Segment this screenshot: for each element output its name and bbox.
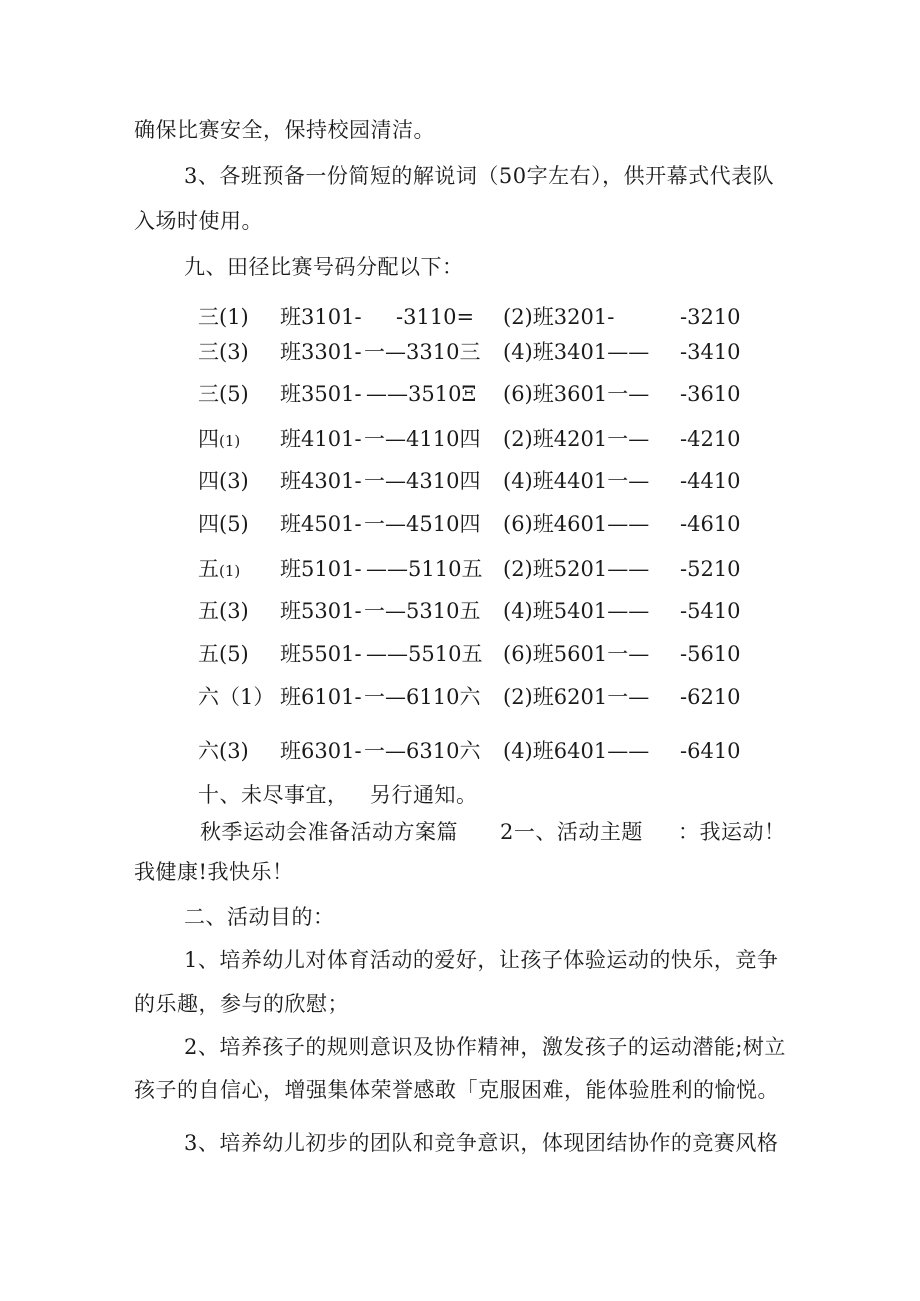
table-cell-class: 六(3) xyxy=(198,739,249,763)
table-cell-end: 一—4510四 xyxy=(364,512,481,536)
table-cell-class2: (6)班3601一— xyxy=(503,382,650,406)
table-cell-class2: (4)班3401—— xyxy=(503,340,650,364)
table-cell-start: 班5301- xyxy=(280,599,362,623)
table-cell-end2: -4610 xyxy=(680,512,741,536)
table-cell-class: 五(5) xyxy=(198,642,249,666)
table-cell-start: 班3501- xyxy=(280,382,362,406)
table-cell-start: 班6301- xyxy=(280,739,362,763)
paragraph-commentary-line1: 3、各班预备一份简短的解说词（50字左右），供开幕式代表队 xyxy=(184,164,775,188)
table-cell-class: 五(1) xyxy=(198,557,241,581)
table-cell-end: 一—5310五 xyxy=(364,599,481,623)
table-cell-class: 三(1) xyxy=(198,305,249,329)
table-cell-start: 班5101- xyxy=(280,557,362,581)
table-cell-class2: (2)班3201- xyxy=(503,305,615,329)
table-cell-end: ——5510五 xyxy=(366,642,483,666)
goal-2-line1: 2、培养孩子的规则意识及协作精神，激发孩子的运动潜能;树立 xyxy=(184,1035,786,1059)
table-cell-end2: -6410 xyxy=(680,739,741,763)
theme-text-a: ：我运动！ xyxy=(678,820,786,844)
table-cell-end2: -4210 xyxy=(680,427,741,451)
goal-1-line2: 的乐趣，参与的欣慰； xyxy=(134,992,349,1016)
class-number-small: (1) xyxy=(219,432,241,450)
paragraph-safety: 确保比赛安全，保持校园清洁。 xyxy=(134,118,435,142)
table-cell-end2: -3610 xyxy=(680,382,741,406)
table-cell-end: 一—6310六 xyxy=(364,739,481,763)
paragraph-notice-b: 另行通知。 xyxy=(370,783,478,807)
table-cell-class2: (2)班6201一— xyxy=(503,685,650,709)
table-cell-start: 班5501- xyxy=(280,642,362,666)
section-heading-numbers: 九、田径比赛号码分配以下： xyxy=(184,255,464,279)
paragraph-notice-a: 十、未尽事宜， xyxy=(198,783,349,807)
table-cell-class2: (4)班5401—— xyxy=(503,599,650,623)
goal-3-line1: 3、培养幼儿初步的团队和竞争意识，体现团结协作的竞赛风格 xyxy=(184,1131,779,1155)
table-cell-class: 四(1) xyxy=(198,427,241,451)
table-cell-end: 一—3310三 xyxy=(364,340,481,364)
goal-2-line2: 孩子的自信心，增强集体荣誉感敢「克服困难，能体验胜利的愉悦。 xyxy=(134,1078,779,1102)
table-cell-end2: -4410 xyxy=(680,469,741,493)
table-cell-end: 一—6110六 xyxy=(364,685,481,709)
table-cell-end2: -5610 xyxy=(680,642,741,666)
table-cell-end: ——5110五 xyxy=(366,557,483,581)
table-cell-class2: (6)班4601—— xyxy=(503,512,650,536)
section-goals-heading: 二、活动目的： xyxy=(184,905,335,929)
table-cell-end: ——3510Ξ xyxy=(366,382,477,406)
plan-title: 秋季运动会准备活动方案篇 xyxy=(200,820,458,844)
table-cell-class2: (2)班5201—— xyxy=(503,557,650,581)
table-cell-start: 班4301- xyxy=(280,469,362,493)
table-cell-class: 六（1） xyxy=(198,685,275,709)
class-number-small: (1) xyxy=(219,562,241,580)
table-cell-end2: -6210 xyxy=(680,685,741,709)
table-cell-start: 班3301- xyxy=(280,340,362,364)
table-cell-class: 四(5) xyxy=(198,512,249,536)
table-cell-end: 一—4110四 xyxy=(364,427,481,451)
table-cell-start: 班6101- xyxy=(280,685,362,709)
table-cell-class: 三(5) xyxy=(198,382,249,406)
table-cell-start: 班4101- xyxy=(280,427,362,451)
paragraph-commentary-line2: 入场时使用。 xyxy=(134,209,263,233)
table-cell-class2: (2)班4201一— xyxy=(503,427,650,451)
table-cell-end2: -3210 xyxy=(680,305,741,329)
table-cell-class: 五(3) xyxy=(198,599,249,623)
table-cell-end2: -3410 xyxy=(680,340,741,364)
table-cell-end: -3110= xyxy=(396,305,475,329)
table-cell-start: 班4501- xyxy=(280,512,362,536)
table-cell-class2: (4)班4401一— xyxy=(503,469,650,493)
table-cell-start: 班3101- xyxy=(280,305,362,329)
table-cell-end2: -5210 xyxy=(680,557,741,581)
theme-text-b: 我健康!我快乐！ xyxy=(134,860,294,884)
section-theme-heading: 2一、活动主题 xyxy=(500,820,643,844)
goal-1-line1: 1、培养幼儿对体育活动的爱好，让孩子体验运动的快乐，竞争 xyxy=(184,948,779,972)
table-cell-class: 三(3) xyxy=(198,340,249,364)
table-cell-end: 一—4310四 xyxy=(364,469,481,493)
table-cell-end2: -5410 xyxy=(680,599,741,623)
table-cell-class2: (4)班6401—— xyxy=(503,739,650,763)
table-cell-class: 四(3) xyxy=(198,469,249,493)
table-cell-class2: (6)班5601一— xyxy=(503,642,650,666)
